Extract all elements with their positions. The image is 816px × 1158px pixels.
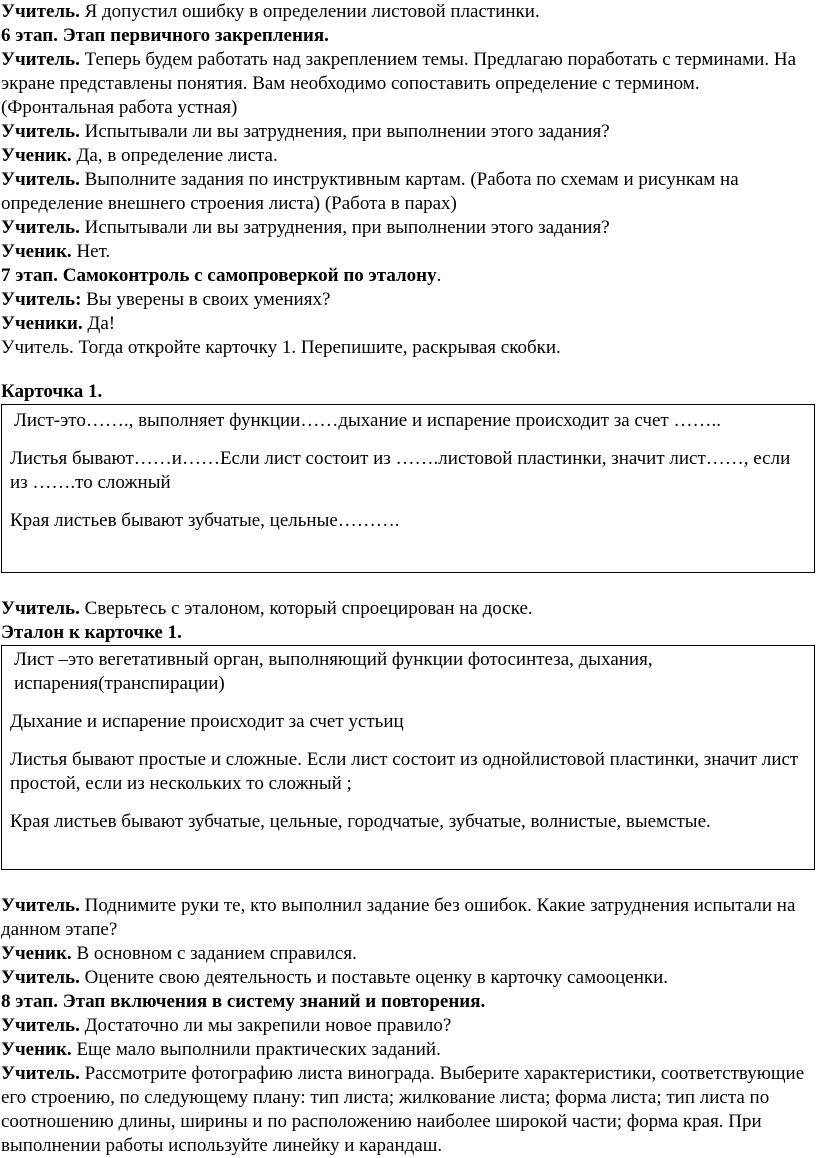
speaker-label: Ученик. [1, 241, 72, 262]
speaker-label: Учитель. [1, 169, 80, 190]
spacer [2, 796, 814, 810]
paragraph-text: Нет. [71, 241, 111, 262]
spacer [1, 870, 816, 894]
speaker-label: Ученик. [1, 943, 72, 964]
spacer [2, 495, 814, 509]
speaker-label: Ученик. [1, 1039, 72, 1060]
paragraph-text: Испытывали ли вы затруднения, при выполнении этого задания? [79, 217, 610, 238]
paragraph [1, 144, 816, 168]
speaker-label: Учитель. [1, 967, 80, 988]
paragraph [1, 240, 816, 264]
etalon-line: Края листьев бывают зубчатые, цельные, городчатые, зубчатые, волнистые, выемстые. [10, 811, 711, 832]
spacer [2, 696, 814, 710]
speaker-label: Учитель. [1, 895, 80, 916]
paragraph-text: Рассмотрите фотографию листа винограда. Выберите характеристики, соответствующие его строению, по следующему плану: тип листа; жилкование листа; форма листа; тип листа по соотношению длины, ширины и по расположению наиболее широкой части; форма края. При выполнении работы используйте линейку и карандаш. [1, 1063, 805, 1156]
paragraph [1, 1038, 816, 1062]
paragraph-text: В основном с заданием справился. [71, 943, 357, 964]
paragraph [1, 168, 816, 216]
stage-heading-text: 7 этап. Самоконтроль с самопроверкой по эталону [1, 265, 437, 286]
stage-heading: 8 этап. Этап включения в систему знаний и повторения. [1, 991, 486, 1012]
paragraph [1, 48, 816, 120]
paragraph-text: Сверьтесь с эталоном, который спроецирован на доске. [79, 598, 533, 619]
paragraph-text: Поднимите руки те, кто выполнил задание без ошибок. Какие затруднения испытали на данном этапе? [1, 895, 796, 940]
speaker-label: Учитель. [1, 217, 80, 238]
speaker-label: Учитель. [1, 121, 80, 142]
paragraph [1, 120, 816, 144]
paragraph-text: Выполните задания по инструктивным картам. (Работа по схемам и рисункам на определение внешнего строения листа) (Работа в парах) [1, 169, 739, 214]
spacer [2, 433, 814, 447]
speaker-label: Ученик. [1, 145, 72, 166]
paragraph-text: Оцените свою деятельность и поставьте оценку в карточку самооценки. [79, 967, 669, 988]
stage-heading [1, 264, 816, 288]
paragraph-text: Да, в определение листа. [71, 145, 278, 166]
paragraph-text: Теперь будем работать над закреплением темы. Предлагаю поработать с терминами. На экране представлены понятия. Вам необходимо сопоставить определение с термином. (Фронтальная работа устная) [1, 49, 796, 118]
card-title: Карточка 1. [1, 381, 103, 402]
paragraph [1, 966, 816, 990]
paragraph-text: Да! [82, 313, 116, 334]
paragraph [1, 894, 816, 942]
paragraph-text: Еще мало выполнили практических заданий. [71, 1039, 441, 1060]
speaker-label: Учитель. [1, 598, 80, 619]
paragraph [1, 288, 816, 312]
etalon-title: Эталон к карточке 1. [1, 622, 182, 643]
speaker-label: Ученики. [1, 313, 83, 334]
speaker-label: Учитель. [1, 1, 80, 22]
speaker-label: Учитель. [1, 1015, 80, 1036]
paragraph [1, 1062, 816, 1158]
card-line: Лист-это……., выполняет функции……дыхание и испарение происходит за счет …….. [14, 410, 721, 431]
card-box [1, 404, 815, 573]
spacer [2, 734, 814, 748]
paragraph [1, 0, 816, 24]
paragraph-text: Достаточно ли мы закрепили новое правило? [79, 1015, 452, 1036]
speaker-label: Учитель. [1, 1063, 80, 1084]
stage-heading: 6 этап. Этап первичного закрепления. [1, 25, 329, 46]
paragraph [1, 312, 816, 336]
paragraph [1, 1014, 816, 1038]
stage-heading-tail: . [436, 265, 442, 286]
speaker-label: Учитель. [1, 49, 80, 70]
speaker-label: Учитель: [1, 289, 82, 310]
etalon-line: Лист –это вегетативный орган, выполняющий функции фотосинтеза, дыхания, испарения(транспирации) [14, 649, 653, 694]
paragraph [1, 597, 816, 621]
paragraph [1, 942, 816, 966]
card-line: Листья бывают……и……Если лист состоит из …….листовой пластинки, значит лист……, если из …….то сложный [10, 448, 791, 493]
card-line: Края листьев бывают зубчатые, цельные………. [10, 510, 400, 531]
etalon-line: Листья бывают простые и сложные. Если лист состоит из однойлистовой пластинки, значит лист простой, если из нескольких то сложный ; [10, 749, 799, 794]
spacer [1, 360, 816, 380]
paragraph: Учитель. Тогда откройте карточку 1. Перепишите, раскрывая скобки. [1, 337, 561, 358]
paragraph [1, 216, 816, 240]
etalon-box [1, 645, 815, 870]
paragraph-text: Я допустил ошибку в определении листовой пластинки. [79, 1, 540, 22]
paragraph-text: Испытывали ли вы затруднения, при выполнении этого задания? [79, 121, 610, 142]
spacer [1, 573, 816, 597]
etalon-line: Дыхание и испарение происходит за счет устьиц [10, 711, 404, 732]
paragraph-text: Вы уверены в своих умениях? [81, 289, 331, 310]
